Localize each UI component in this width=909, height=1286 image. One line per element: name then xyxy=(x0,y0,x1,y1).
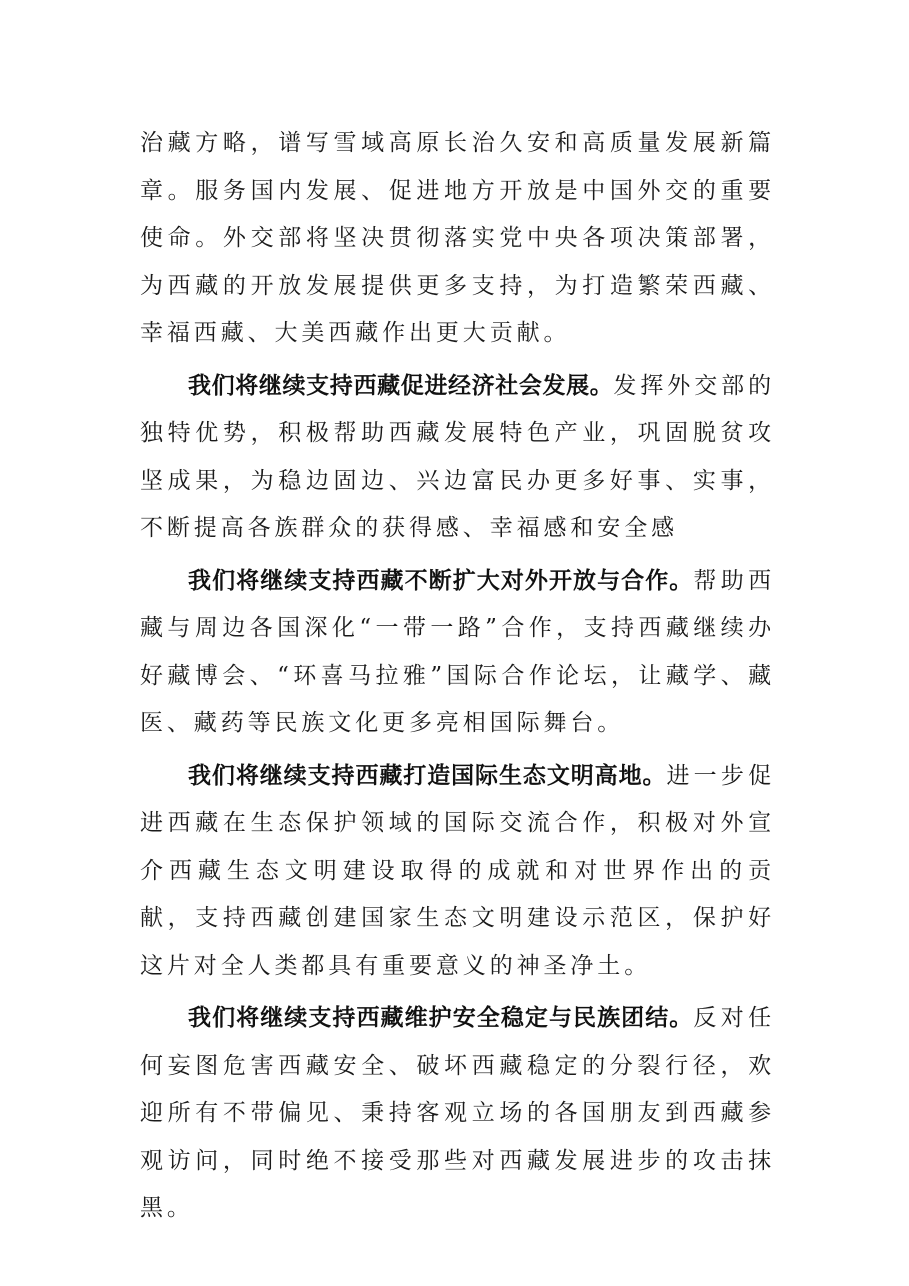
paragraph-text: 进一步促进西藏在生态保护领域的国际交流合作，积极对外宣介西藏生态文明建设取得的成就和对世界作出的贡献，支持西藏创建国家生态文明建设示范区，保护好这片对全人类都具有重要意义的神圣净土。 xyxy=(140,762,776,979)
paragraph-security-unity xyxy=(140,995,775,1233)
paragraph-opening-cooperation xyxy=(140,558,775,748)
document-body xyxy=(140,120,775,1233)
paragraph-lead-sentence: 我们将继续支持西藏促进经济社会发展。 xyxy=(188,372,614,399)
paragraph-lead-sentence: 我们将继续支持西藏维护安全稳定与民族团结。 xyxy=(188,1005,694,1031)
paragraph-text: 反对任何妄图危害西藏安全、破坏西藏稳定的分裂行径，欢迎所有不带偏见、秉持客观立场的各国朋友到西藏参观访问，同时绝不接受那些对西藏发展进步的攻击抹黑。 xyxy=(140,1005,775,1221)
paragraph-ecological-civilization xyxy=(140,753,775,991)
paragraph-text: 发挥外交部的独特优势，积极帮助西藏发展特色产业，巩固脱贫攻坚成果，为稳边固边、兴边富民办更多好事、实事，不断提高各族群众的获得感、幸福感和安全感 xyxy=(140,372,775,541)
paragraph-continuation xyxy=(140,120,775,358)
paragraph-lead-sentence: 我们将继续支持西藏不断扩大对外开放与合作。 xyxy=(188,567,694,594)
paragraph-text: 治藏方略，谱写雪域高原长治久安和高质量发展新篇章。服务国内发展、促进地方开放是中国外交的重要使命。外交部将坚决贯彻落实党中央各项决策部署，为西藏的开放发展提供更多支持，为打造繁荣西藏、幸福西藏、大美西藏作出更大贡献。 xyxy=(140,130,775,346)
paragraph-text: 帮助西藏与周边各国深化“一带一路”合作，支持西藏继续办好藏博会、“环喜马拉雅”国际合作论坛，让藏学、藏医、藏药等民族文化更多亮相国际舞台。 xyxy=(140,567,775,736)
paragraph-lead-sentence: 我们将继续支持西藏打造国际生态文明高地。 xyxy=(188,762,667,789)
paragraph-economic-development xyxy=(140,363,775,553)
